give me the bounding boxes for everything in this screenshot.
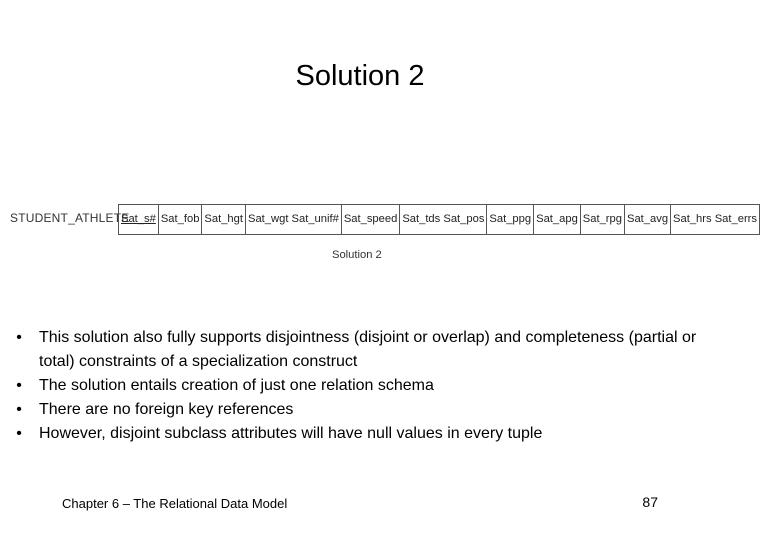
bullet-text: However, disjoint subclass attributes will have null values in every tuple [39,425,543,442]
attribute-cell [400,205,487,234]
bullet-list [12,326,702,446]
attribute-label: Sat_tds Sat_pos [402,213,485,225]
slide-title: Solution 2 [295,60,425,92]
attribute-label: Sat_hgt [204,213,243,225]
attribute-cell [342,205,401,234]
bullet-dot-icon: • [16,401,22,418]
bullet-dot-icon: • [16,329,22,346]
bullet-item [12,326,702,374]
attribute-label: Sat_hrs Sat_errs [673,213,757,225]
attribute-label: Sat_avg [626,213,669,225]
bullet-text: This solution also fully supports disjointness (disjoint or overlap) and completeness (partial or total) constraints of a specialization construct [39,329,697,370]
bullet-dot-icon: • [16,425,22,442]
bullet-item [12,398,702,422]
attribute-label: Sat_wgt Sat_unif# [248,213,339,225]
bullet-text: The solution entails creation of just one relation schema [39,377,434,394]
primary-key-attribute [119,205,159,234]
attribute-label: Sat_rpg [582,213,622,225]
attribute-cell [581,205,625,234]
bullet-text: There are no foreign key references [39,401,294,418]
attribute-cell [246,205,342,234]
relation-name: STUDENT_ATHLETE [10,211,130,225]
attribute-cell [671,205,759,234]
relation-schema-table [118,204,760,235]
attribute-label: Sat_speed [343,213,398,225]
page-number: 87 [642,494,658,510]
attribute-label: Sat_fob [160,213,200,225]
bullet-item [12,374,702,398]
attribute-label: Sat_ppg [489,213,532,225]
attribute-cell [534,205,581,234]
attribute-cell [487,205,534,234]
attribute-label: Sat_apg [536,213,578,225]
attribute-label: Sat_s# [121,213,156,225]
attribute-cell [625,205,671,234]
bullet-dot-icon: • [16,377,22,394]
figure-caption: Solution 2 [332,249,382,261]
footer-chapter: Chapter 6 – The Relational Data Model [62,496,288,511]
attribute-cell [159,205,203,234]
bullet-item [12,422,702,446]
attribute-cell [202,205,246,234]
